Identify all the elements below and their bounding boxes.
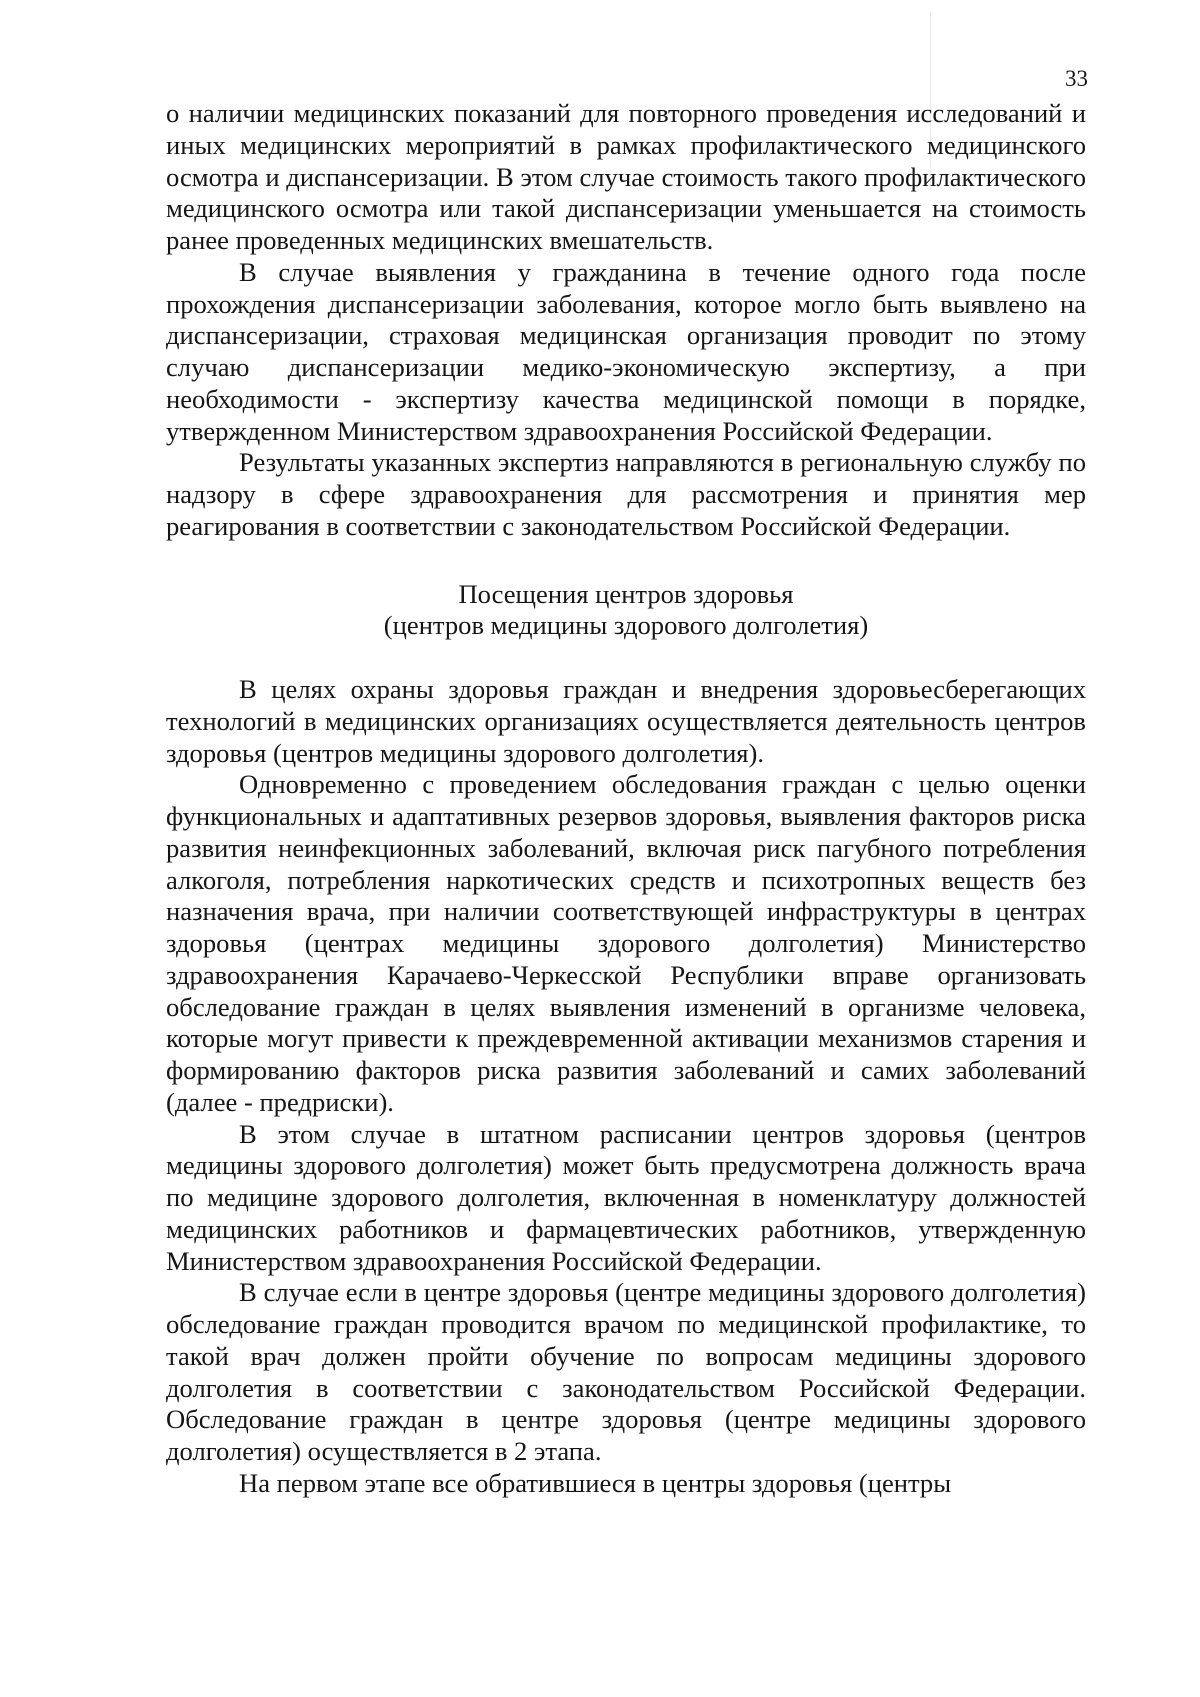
paragraph: В случае если в центре здоровья (центре медицины здорового долголетия) обследование граждан проводится врачом по медицинской профилактике, то такой врач должен пройти обучение по вопросам медицины здорового долголетия в соответствии с законодательством Российской Федерации. Обследование граждан в центре здоровья (центре медицины здорового долголетия) осуществляется в 2 этапа. xyxy=(166,1277,1086,1466)
section-heading xyxy=(166,579,1086,643)
section-heading-subtitle: (центров медицины здорового долголетия) xyxy=(383,610,869,641)
document-body xyxy=(166,98,1086,1500)
paragraph-continuation: о наличии медицинских показаний для повторного проведения исследований и иных медицинских мероприятий в рамках профилактического медицинского осмотра и диспансеризации. В этом случае стоимость такого профилактического медицинского осмотра или такой диспансеризации уменьшается на стоимость ранее проведенных медицинских вмешательств. xyxy=(166,98,1086,255)
paragraph: В этом случае в штатном расписании центров здоровья (центров медицины здорового долголетия) может быть предусмотрена должность врача по медицине здорового долголетия, включенная в номенклатуру должностей медицинских работников и фармацевтических работников, утвержденную Министерством здравоохранения Российской Федерации. xyxy=(166,1118,1086,1276)
page-number: 33 xyxy=(1065,66,1088,91)
paragraph: Результаты указанных экспертиз направляются в региональную службу по надзору в сфере здравоохранения для рассмотрения и принятия мер реагирования в соответствии с законодательством Российской Федерации. xyxy=(166,447,1086,541)
paragraph-truncated: На первом этапе все обратившиеся в центры здоровья (центры xyxy=(239,1467,952,1498)
paragraph: В целях охраны здоровья граждан и внедрения здоровьесберегающих технологий в медицинских организациях осуществляется деятельность центров здоровья (центров медицины здорового долголетия). xyxy=(166,674,1086,768)
section-heading-title: Посещения центров здоровья xyxy=(458,578,794,609)
paragraph: Одновременно с проведением обследования граждан с целью оценки функциональных и адаптативных резервов здоровья, выявления факторов риска развития неинфекционных заболеваний, включая риск пагубного потребления алкоголя, потребления наркотических средств и психотропных веществ без назначения врача, при наличии соответствующей инфраструктуры в центрах здоровья (центрах медицины здорового долголетия) Министерство здравоохранения Карачаево-Черкесской Республики вправе организовать обследование граждан в целях выявления изменений в организме человека, которые могут привести к преждевременной активации механизмов старения и формированию факторов риска развития заболеваний и самих заболеваний (далее - предриски). xyxy=(166,769,1086,1117)
paragraph: В случае выявления у гражданина в течение одного года после прохождения диспансеризации заболевания, которое могло быть выявлено на диспансеризации, страховая медицинская организация проводит по этому случаю диспансеризации медико-экономическую экспертизу, а при необходимости - экспертизу качества медицинской помощи в порядке, утвержденном Министерством здравоохранения Российской Федерации. xyxy=(166,256,1086,446)
